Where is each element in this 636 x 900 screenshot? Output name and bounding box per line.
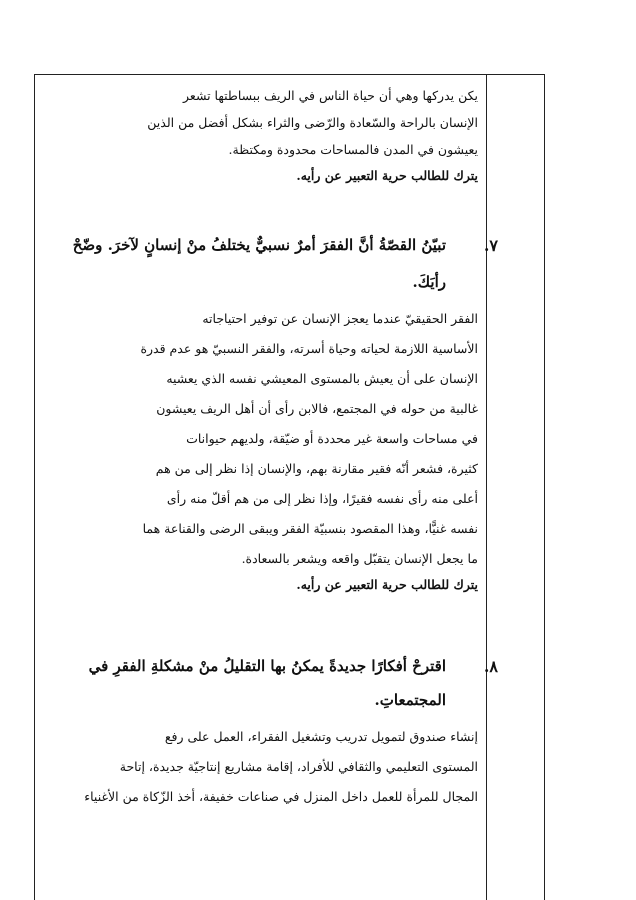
question-heading: تبيّنُ القصّةُ أنَّ الفقرَ أمرٌ نسبيٌّ يختلفُ منْ إنسانٍ لآخرَ. وضّحْ [72,236,446,254]
text-line: الأساسية اللازمة لحياته وحياة أسرته، والفقر النسبيّ هو عدم قدرة [140,341,478,356]
text-line: الإنسان بالراحة والسّعادة والرّضى والثراء بشكل أفضل من الذين [147,115,478,130]
note-line: يترك للطالب حرية التعبير عن رأيه. [296,577,478,592]
text-line: نفسه غنيًّا، وهذا المقصود بنسبيّة الفقر ويبقى الرضى والقناعة هما [142,521,478,536]
text-line: المجال للمرأة للعمل داخل المنزل في صناعات خفيفة، أخذ الزّكاة من الأغنياء [84,789,478,804]
note-line: يترك للطالب حرية التعبير عن رأيه. [296,168,478,183]
text-line: يعيشون في المدن فالمساحات محدودة ومكتظة. [228,142,478,157]
side-column [487,75,544,900]
question-heading: اقترحْ أفكارًا جديدةً يمكنُ بها التقليلُ منْ مشكلةِ الفقرِ في [88,657,446,675]
text-line: غالبية من حوله في المجتمع، فالابن رأى أن أهل الريف يعيشون [156,401,478,416]
question-heading: رأيَكَ. [412,273,446,291]
answer-table [34,74,545,900]
main-column [35,75,498,900]
question-number: ٧. [483,236,498,255]
question-number: ٨. [483,657,498,676]
text-line: الإنسان على أن يعيش بالمستوى المعيشي نفسه الذي يعشيه [166,371,478,386]
text-line: كثيرة، فشعر أنّه فقير مقارنة بهم، والإنسان إذا نظر إلى من هم [155,461,478,476]
text-line: ما يجعل الإنسان يتقبّل واقعه ويشعر بالسعادة. [241,551,478,566]
text-line: في مساحات واسعة غير محددة أو ضيّقة، ولديهم حيوانات [186,431,478,446]
text-line: أعلى منه رأى نفسه فقيرًا، وإذا نظر إلى من هم أقلّ منه رأى [166,491,478,506]
question-heading: المجتمعاتِ. [374,691,446,709]
text-line: يكن يدركها وهي أن حياة الناس في الريف ببساطتها تشعر [183,88,478,103]
text-line: المستوى التعليمي والثقافي للأفراد، إقامة مشاريع إنتاجيّة جديدة، إتاحة [119,759,478,774]
text-line: الفقر الحقيقيّ عندما يعجز الإنسان عن توفير احتياجاته [202,311,478,326]
text-line: إنشاء صندوق لتمويل تدريب وتشغيل الفقراء، العمل على رفع [164,729,478,744]
